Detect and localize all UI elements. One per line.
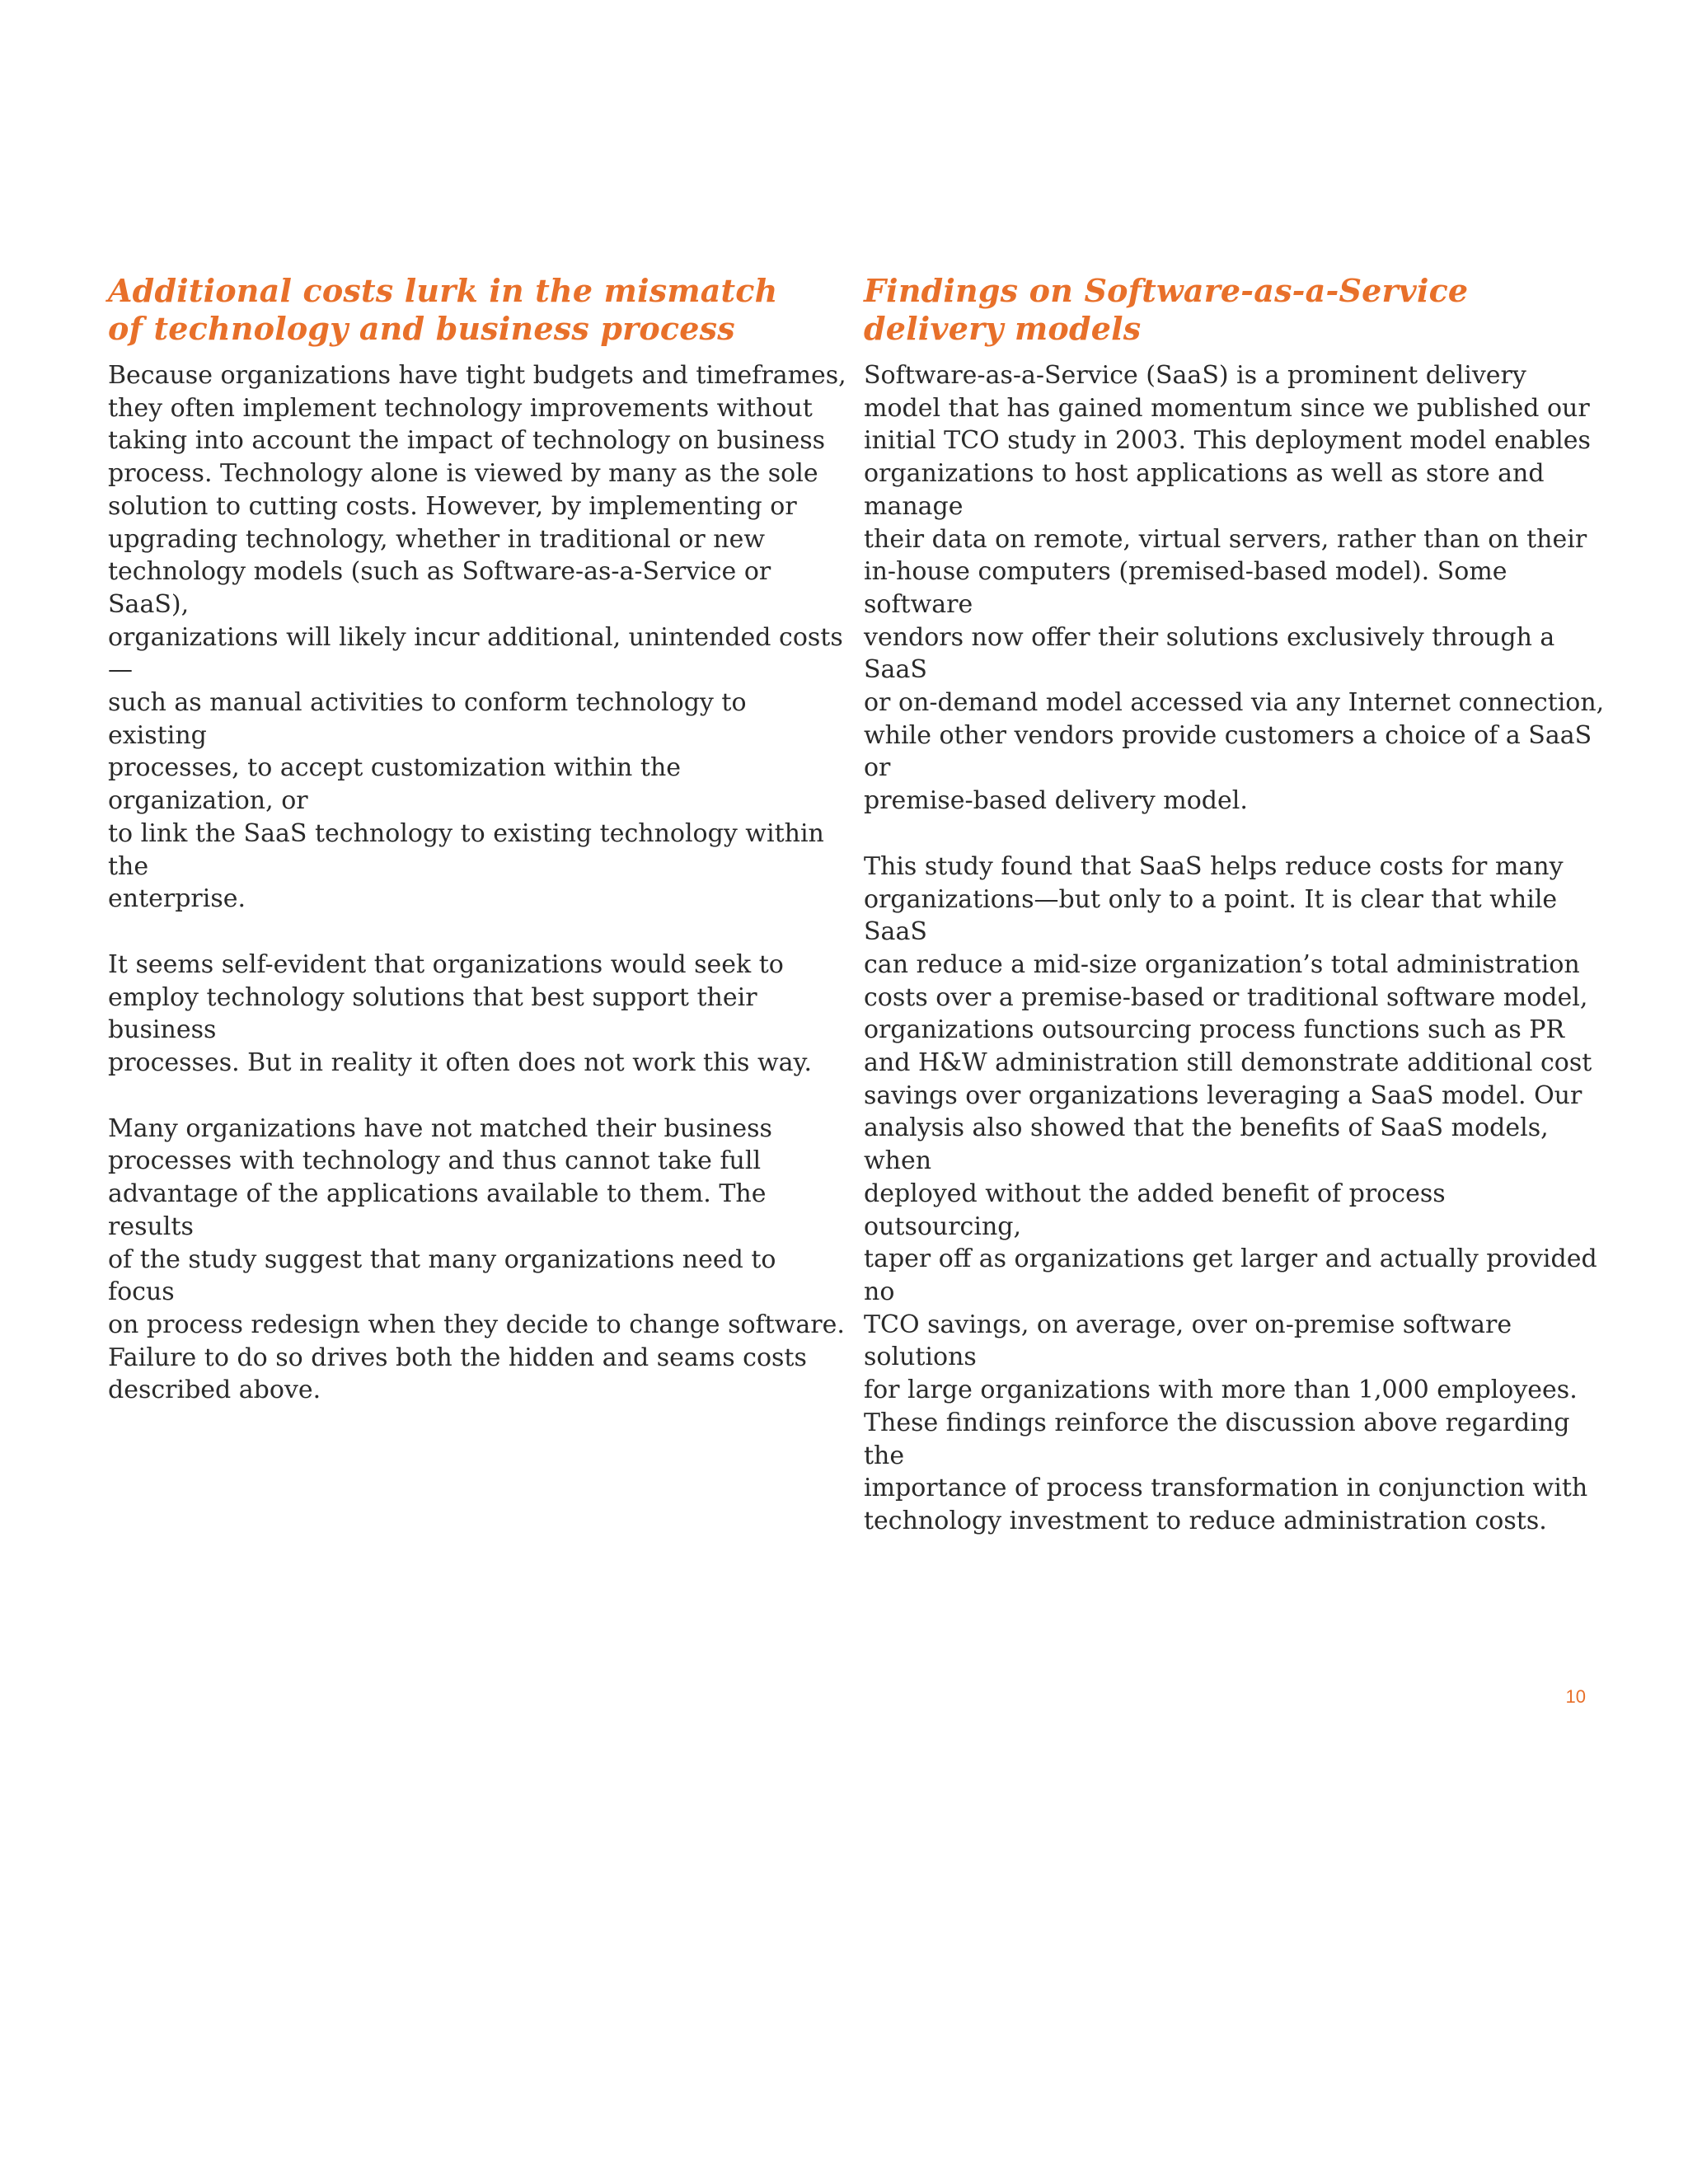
right-paragraph: This study found that SaaS helps reduce costs for many organizations—but only to a point. It is clear that while SaaS can reduce a mid-size organization’s total administration costs over a premise-based or traditional software model, organizations outsourcing process functions such as PR and H&W administration still demonstrate additional cost savings over organizations leveraging a SaaS model. Our analysis also showed that the benefits of SaaS models, when deployed without the added benefit of process outsourcing, taper off as organizations get larger and actually provided no TCO savings, on average, over on-premise software solutions for large organizations with more than 1,000 employees. These findings reinforce the discussion above regarding the importance of process transformation in conjunction with technology investment to reduce administration costs.: [864, 851, 1597, 1535]
right-column: [864, 272, 1606, 1571]
right-heading-line: delivery models: [864, 310, 1142, 347]
right-heading-line: Findings on Software-as-a-Service: [864, 272, 1469, 309]
right-section-heading: [864, 272, 1606, 348]
left-paragraph: Because organizations have tight budgets and timeframes, they often implement technology improvements without taking into account the impact of technology on business process. Technology alone is viewed by many as the sole solution to cutting costs. However, by implementing or upgrading technology, whether in traditional or new technology models (such as Software-as-a-Service or SaaS), organizations will likely incur additional, unintended costs— such as manual activities to conform technology to existing processes, to accept customization within the organization, or to link the SaaS technology to existing technology within the enterprise.: [108, 361, 846, 914]
left-section-heading: [108, 272, 850, 348]
page-number: 10: [1565, 1686, 1586, 1707]
right-paragraph: Software-as-a-Service (SaaS) is a prominent delivery model that has gained momentum since we published our initial TCO study in 2003. This deployment model enables organizations to host applications as well as store and manage their data on remote, virtual servers, rather than on their in-house computers (premised-based model). Some software vendors now offer their solutions exclusively through a SaaS or on-demand model accessed via any Internet connection, while other vendors provide customers a choice of a SaaS or premise-based delivery model.: [864, 361, 1605, 816]
left-heading-line: Additional costs lurk in the mismatch: [108, 272, 778, 309]
left-column: [108, 272, 850, 1440]
left-paragraph: Many organizations have not matched their business processes with technology and thus cannot take full advantage of the applications available to them. The results of the study suggest that many organizations need to focus on process redesign when they decide to change software. Failure to do so drives both the hidden and seams costs described above.: [108, 1113, 845, 1405]
left-paragraph: It seems self-evident that organizations would seek to employ technology solutions that best support their business processes. But in reality it often does not work this way.: [108, 949, 813, 1078]
left-heading-line: of technology and business process: [108, 310, 735, 347]
